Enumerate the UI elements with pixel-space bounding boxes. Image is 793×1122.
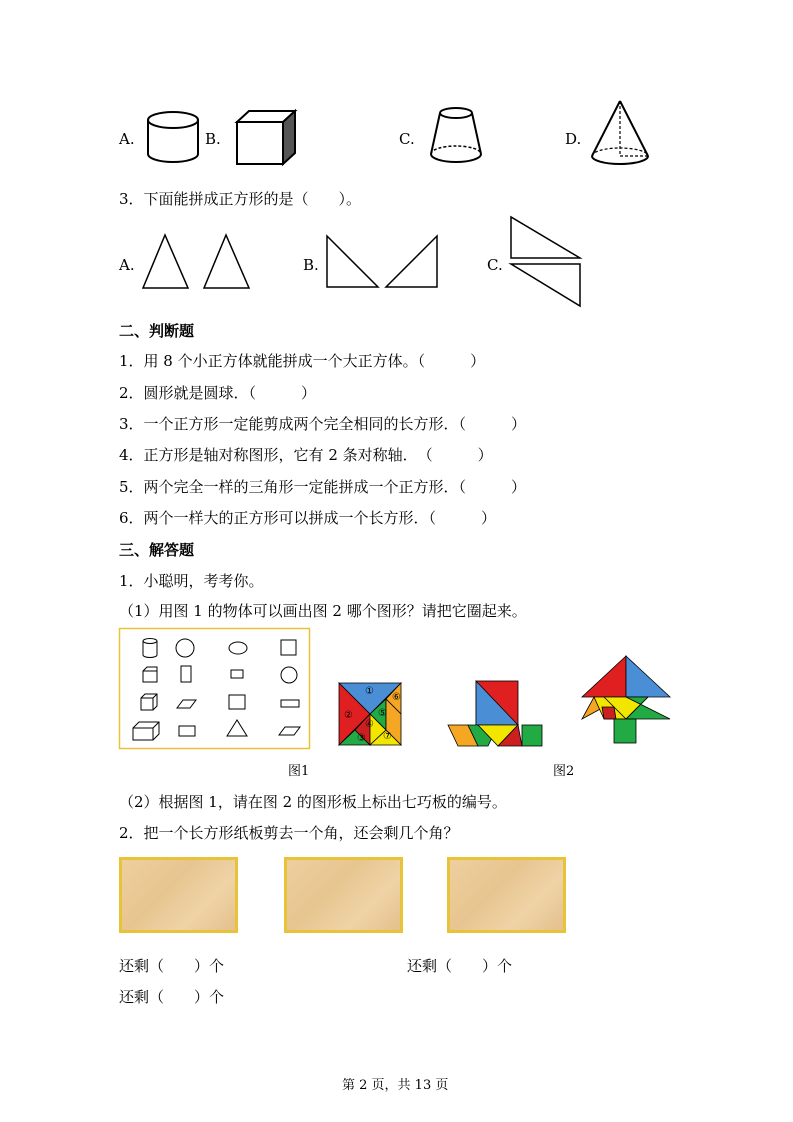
cone-figure <box>590 100 652 166</box>
q3-triangles-a <box>142 234 252 290</box>
tangram-number-3: ③ <box>357 733 366 744</box>
judge-item-5: 5．两个完全一样的三角形一定能拼成一个正方形．（ ） <box>119 478 527 496</box>
cardboard-rectangle-3 <box>447 857 566 933</box>
cardboard-rectangle-2 <box>284 857 403 933</box>
tangram-square <box>339 683 403 747</box>
answer-2: 还剩（ ）个 <box>407 957 513 975</box>
tangram-number-6: ⑥ <box>392 692 401 703</box>
section3-q1: 1．小聪明，考考你。 <box>119 572 264 590</box>
tangram-number-5: ⑤ <box>378 708 387 719</box>
q3-triangles-c <box>510 216 584 308</box>
answer-1: 还剩（ ）个 <box>119 957 225 975</box>
judge-item-2: 2．圆形就是圆球．（ ） <box>119 384 317 402</box>
section3-q1-part2: （2）根据图 1，请在图 2 的图形板上标出七巧板的编号。 <box>119 793 507 811</box>
option-d-label: D. <box>565 130 582 148</box>
option-b-label: B. <box>205 130 221 148</box>
tangram-shape-2 <box>448 680 544 748</box>
cardboard-rectangle-1 <box>119 857 238 933</box>
q3-triangles-b <box>326 235 440 289</box>
q3-option-b-label: B. <box>303 256 319 274</box>
cube-figure <box>236 110 296 166</box>
answer-3: 还剩（ ）个 <box>119 988 225 1006</box>
q3-option-a-label: A. <box>119 256 135 274</box>
tangram-tree <box>580 655 676 745</box>
figure1-shapes-grid <box>119 628 311 750</box>
judge-item-4: 4．正方形是轴对称图形，它有 2 条对称轴． （ ） <box>119 446 493 464</box>
option-a-label: A. <box>119 130 135 148</box>
tangram-number-1: ① <box>365 686 374 697</box>
figure1-caption: 图1 <box>288 764 310 779</box>
tangram-number-4: ④ <box>365 719 374 730</box>
q3-option-c-label: C. <box>487 256 503 274</box>
section2-title: 二、判断题 <box>119 322 195 340</box>
cylinder-figure <box>147 110 203 166</box>
tangram-number-7: ⑦ <box>383 731 392 742</box>
judge-item-1: 1．用 8 个小正方体就能拼成一个大正方体。（ ） <box>119 352 486 370</box>
judge-item-3: 3．一个正方形一定能剪成两个完全相同的长方形．（ ） <box>119 415 527 433</box>
q3-text: 3．下面能拼成正方形的是（ ）。 <box>119 190 362 208</box>
frustum-figure <box>428 106 484 166</box>
section3-q1-part1: （1）用图 1 的物体可以画出图 2 哪个图形？请把它圈起来。 <box>119 602 527 620</box>
judge-item-6: 6．两个一样大的正方形可以拼成一个长方形．（ ） <box>119 509 497 527</box>
section3-title: 三、解答题 <box>119 541 195 559</box>
figure2-caption: 图2 <box>553 764 575 779</box>
option-c-label: C. <box>399 130 415 148</box>
section3-q2: 2．把一个长方形纸板剪去一个角，还会剩几个角？ <box>119 824 459 842</box>
page-footer: 第 2 页，共 13 页 <box>342 1078 449 1093</box>
tangram-number-2: ② <box>344 710 353 721</box>
